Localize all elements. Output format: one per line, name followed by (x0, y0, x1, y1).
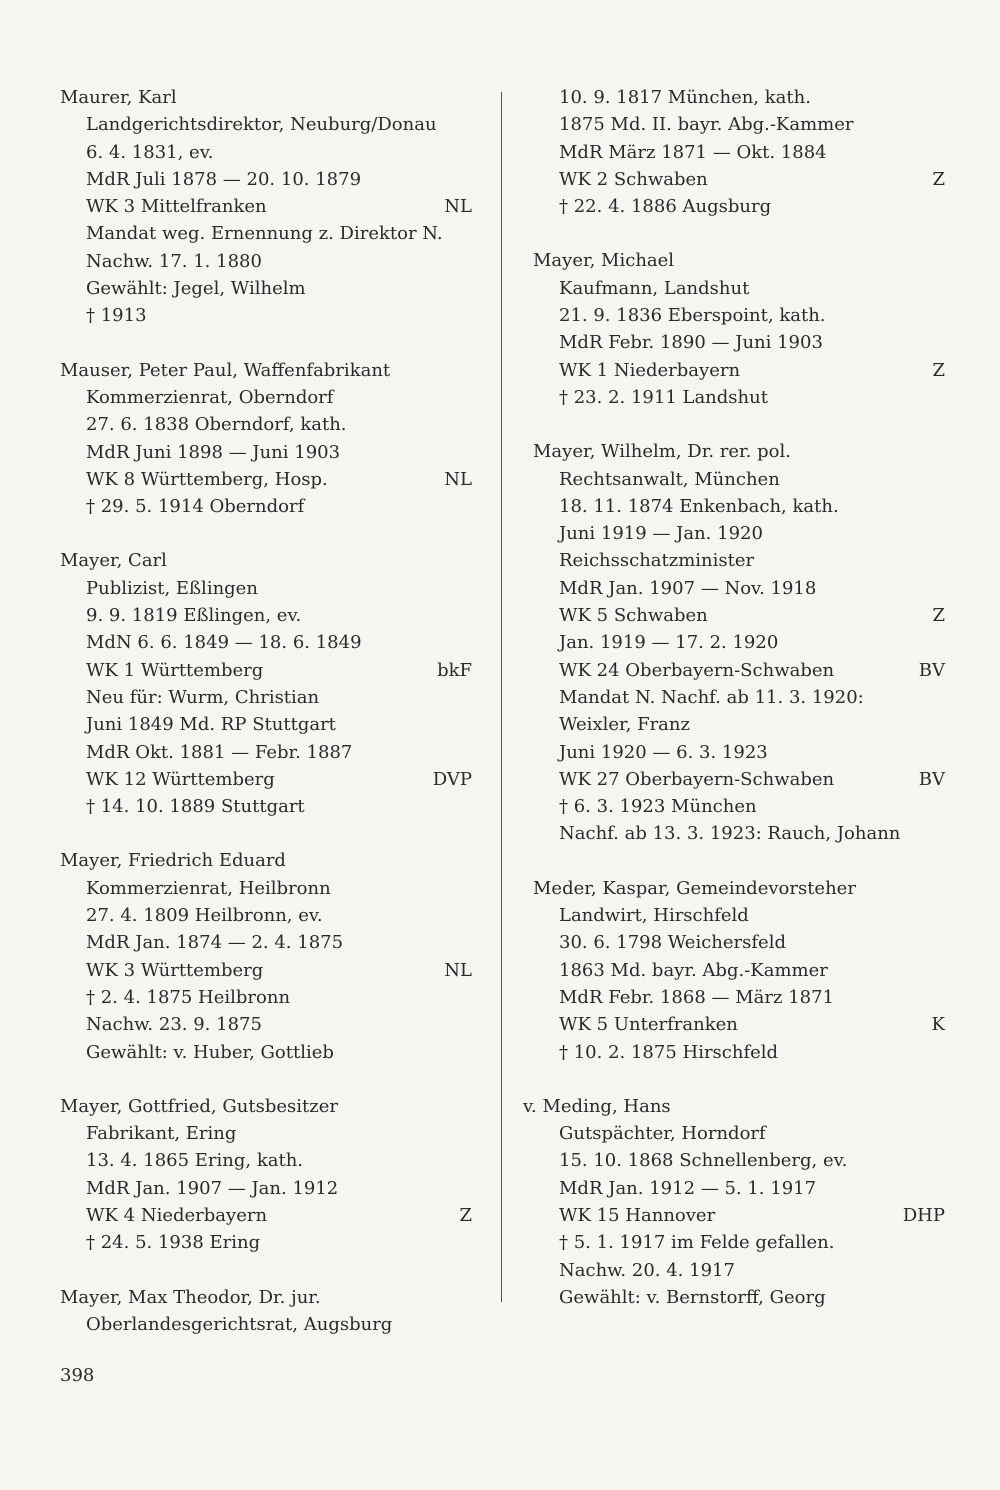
entry-line-text: WK 3 Mittelfranken (86, 196, 267, 218)
register-entry (533, 84, 945, 220)
entry-line-text: † 22. 4. 1886 Augsburg (559, 196, 772, 218)
entry-line (533, 575, 945, 602)
entry-line (60, 1011, 472, 1038)
entry-line-text: Kommerzienrat, Heilbronn (86, 877, 331, 899)
register-entry (60, 1093, 472, 1257)
entry-line (533, 602, 945, 629)
entry-line-text: Juni 1919 — Jan. 1920 (559, 523, 763, 545)
entry-line (533, 820, 945, 847)
entry-line (60, 739, 472, 766)
register-entry (60, 847, 472, 1065)
entry-line (533, 520, 945, 547)
entry-name: Meder, Kaspar, Gemeindevorsteher (533, 877, 856, 899)
left-column (60, 84, 472, 1365)
entry-line (60, 166, 472, 193)
entry-line-text: Juni 1920 — 6. 3. 1923 (559, 741, 768, 763)
entry-line (533, 739, 945, 766)
entry-line (60, 466, 472, 493)
entry-line (60, 711, 472, 738)
entry-line-text: MdR Okt. 1881 — Febr. 1887 (86, 741, 353, 763)
entry-name: Mayer, Michael (533, 250, 675, 272)
party-tag: K (931, 1014, 945, 1036)
entry-line (533, 793, 945, 820)
entry-line-text: Fabrikant, Ering (86, 1123, 237, 1145)
entry-line (60, 957, 472, 984)
entry-line-text: WK 4 Niederbayern (86, 1204, 268, 1226)
entry-line (60, 602, 472, 629)
entry-line-text: 6. 4. 1831, ev. (86, 141, 214, 163)
entry-line-text: WK 27 Oberbayern-Schwaben (559, 768, 835, 790)
entry-line-text: † 1913 (86, 305, 147, 327)
entry-line-text: Reichsschatzminister (559, 550, 755, 572)
entry-line-text: Juni 1849 Md. RP Stuttgart (86, 714, 336, 736)
entry-line-text: MdR Jan. 1907 — Jan. 1912 (86, 1177, 339, 1199)
entry-name: v. Meding, Hans (523, 1095, 671, 1117)
entry-line (60, 411, 472, 438)
entry-line (60, 902, 472, 929)
entry-line-text: MdR Jan. 1874 — 2. 4. 1875 (86, 932, 344, 954)
entry-line (533, 275, 945, 302)
party-tag: DVP (432, 768, 472, 790)
column-divider (501, 92, 502, 1302)
entry-line (60, 111, 472, 138)
entry-line-text: Neu für: Wurm, Christian (86, 686, 320, 708)
entry-line-text: WK 12 Württemberg (86, 768, 275, 790)
entry-line-text: Gewählt: v. Bernstorff, Georg (559, 1286, 826, 1308)
entry-line-text: WK 5 Unterfranken (559, 1014, 738, 1036)
entry-line-text: † 29. 5. 1914 Oberndorf (86, 496, 305, 518)
entry-line (533, 1011, 945, 1038)
entry-line (60, 1147, 472, 1174)
entry-line-text: Nachw. 23. 9. 1875 (86, 1014, 262, 1036)
entry-line (533, 493, 945, 520)
entry-line (533, 1039, 945, 1066)
entry-line-text: MdR Juli 1878 — 20. 10. 1879 (86, 168, 362, 190)
entry-line-text: 13. 4. 1865 Ering, kath. (86, 1150, 304, 1172)
party-tag: Z (932, 605, 945, 627)
entry-line-text: 27. 4. 1809 Heilbronn, ev. (86, 905, 323, 927)
entry-line-text: † 23. 2. 1911 Landshut (559, 386, 768, 408)
entry-line (60, 1202, 472, 1229)
entry-line-text: Mandat weg. Ernennung z. Direktor N. (86, 223, 443, 245)
entry-line-text: Nachw. 20. 4. 1917 (559, 1259, 735, 1281)
entry-line (60, 929, 472, 956)
page-number: 398 (60, 1365, 95, 1386)
entry-line-text: † 6. 3. 1923 München (559, 796, 757, 818)
entry-line-text: 30. 6. 1798 Weichersfeld (559, 932, 786, 954)
entry-line (60, 984, 472, 1011)
entry-name: Mayer, Wilhelm, Dr. rer. pol. (533, 441, 791, 463)
entry-line (533, 1175, 945, 1202)
entry-line (60, 1120, 472, 1147)
entry-line (533, 1257, 945, 1284)
entry-line-text: 10. 9. 1817 München, kath. (559, 87, 811, 108)
entry-line (533, 684, 945, 711)
entry-line-text: † 2. 4. 1875 Heilbronn (86, 986, 291, 1008)
entry-line (533, 139, 945, 166)
entry-line (60, 684, 472, 711)
register-entry (523, 1093, 945, 1311)
entry-line-text: WK 15 Hannover (559, 1204, 716, 1226)
entry-line (533, 766, 945, 793)
entry-line-text: Gewählt: Jegel, Wilhelm (86, 278, 306, 300)
register-entry (60, 1284, 472, 1339)
entry-line-text: WK 5 Schwaben (559, 605, 708, 627)
entry-name: Mayer, Carl (60, 550, 167, 572)
register-entry (60, 84, 472, 330)
party-tag: NL (444, 959, 472, 981)
entry-line-text: Kaufmann, Landshut (559, 277, 750, 299)
entry-line-text: MdR März 1871 — Okt. 1884 (559, 141, 827, 163)
entry-line-text: MdR Jan. 1912 — 5. 1. 1917 (559, 1177, 817, 1199)
entry-line (60, 439, 472, 466)
entry-line (533, 711, 945, 738)
entry-line-text: 15. 10. 1868 Schnellenberg, ev. (559, 1150, 848, 1172)
entry-line (533, 1120, 945, 1147)
entry-line (533, 1202, 945, 1229)
entry-line (60, 657, 472, 684)
register-entry (60, 547, 472, 820)
register-entry (533, 875, 945, 1066)
entry-line-text: MdR Juni 1898 — Juni 1903 (86, 441, 341, 463)
entry-line-text: Landgerichtsdirektor, Neuburg/Donau (86, 114, 437, 136)
entry-line (533, 957, 945, 984)
entry-line-text: † 24. 5. 1938 Ering (86, 1232, 261, 1254)
entry-line (60, 1229, 472, 1256)
entry-line (60, 139, 472, 166)
entry-line-text: 9. 9. 1819 Eßlingen, ev. (86, 605, 302, 627)
entry-name: Mayer, Gottfried, Gutsbesitzer (60, 1095, 338, 1117)
party-tag: DHP (902, 1204, 945, 1226)
party-tag: BV (918, 768, 945, 790)
register-entry (533, 438, 945, 847)
register-entry (60, 357, 472, 521)
entry-line (533, 1284, 945, 1311)
entry-line (60, 875, 472, 902)
entry-line (60, 766, 472, 793)
entry-name: Mayer, Friedrich Eduard (60, 850, 286, 872)
entry-line (533, 547, 945, 574)
entry-line-text: WK 1 Württemberg (86, 659, 264, 681)
entry-line-text: Landwirt, Hirschfeld (559, 905, 749, 927)
entry-line (533, 657, 945, 684)
entry-line (60, 1039, 472, 1066)
entry-line (60, 1311, 472, 1338)
entry-line-text: 1863 Md. bayr. Abg.-Kammer (559, 959, 828, 981)
entry-line-text: Nachf. ab 13. 3. 1923: Rauch, Johann (559, 823, 901, 845)
entry-line-text: † 5. 1. 1917 im Felde gefallen. (559, 1232, 835, 1254)
entry-line-text: Gewählt: v. Huber, Gottlieb (86, 1041, 334, 1063)
party-tag: bkF (437, 659, 472, 681)
entry-line (60, 193, 472, 220)
entry-line (533, 466, 945, 493)
entry-line-text: 18. 11. 1874 Enkenbach, kath. (559, 495, 839, 517)
entry-line-text: 21. 9. 1836 Eberspoint, kath. (559, 305, 826, 327)
entry-line-text: WK 1 Niederbayern (559, 359, 741, 381)
entry-line (60, 248, 472, 275)
entry-line-text: MdR Febr. 1890 — Juni 1903 (559, 332, 823, 354)
entry-line-text: Jan. 1919 — 17. 2. 1920 (559, 632, 779, 654)
entry-line-text: Weixler, Franz (559, 714, 690, 736)
entry-line (533, 84, 945, 111)
entry-line-text: Publizist, Eßlingen (86, 577, 258, 599)
party-tag: NL (444, 196, 472, 218)
entry-line-text: MdR Jan. 1907 — Nov. 1918 (559, 577, 817, 599)
entry-line (533, 329, 945, 356)
entry-name: Mayer, Max Theodor, Dr. jur. (60, 1286, 321, 1308)
entry-line (60, 629, 472, 656)
entry-line (533, 193, 945, 220)
entry-line-text: Rechtsanwalt, München (559, 468, 780, 490)
entry-line (60, 275, 472, 302)
right-column (523, 84, 945, 1338)
entry-line (533, 166, 945, 193)
entry-line (533, 929, 945, 956)
entry-line-text: Nachw. 17. 1. 1880 (86, 250, 262, 272)
entry-line (533, 111, 945, 138)
entry-line-text: Mandat N. Nachf. ab 11. 3. 1920: (559, 686, 864, 708)
entry-line (533, 1147, 945, 1174)
entry-line (533, 629, 945, 656)
entry-line (533, 357, 945, 384)
entry-line (60, 1175, 472, 1202)
party-tag: Z (459, 1204, 472, 1226)
entry-line-text: WK 2 Schwaben (559, 168, 708, 190)
party-tag: Z (932, 168, 945, 190)
register-entry (533, 247, 945, 411)
entry-line (533, 984, 945, 1011)
entry-name: Mauser, Peter Paul, Waffenfabrikant (60, 359, 391, 381)
entry-line-text: 1875 Md. II. bayr. Abg.-Kammer (559, 114, 854, 136)
entry-line-text: Gutspächter, Horndorf (559, 1123, 766, 1145)
entry-line (60, 493, 472, 520)
entry-line-text: WK 24 Oberbayern-Schwaben (559, 659, 835, 681)
entry-line-text: 27. 6. 1838 Oberndorf, kath. (86, 414, 347, 436)
entry-line-text: WK 3 Württemberg (86, 959, 264, 981)
entry-name: Maurer, Karl (60, 87, 177, 108)
party-tag: NL (444, 468, 472, 490)
entry-line (533, 1229, 945, 1256)
entry-line-text: Oberlandesgerichtsrat, Augsburg (86, 1313, 393, 1335)
entry-line-text: † 14. 10. 1889 Stuttgart (86, 796, 305, 818)
entry-line-text: † 10. 2. 1875 Hirschfeld (559, 1041, 779, 1063)
entry-line (533, 902, 945, 929)
entry-line (60, 793, 472, 820)
entry-line (533, 302, 945, 329)
entry-line-text: Kommerzienrat, Oberndorf (86, 386, 334, 408)
entry-line (60, 575, 472, 602)
entry-line (60, 302, 472, 329)
entry-line (60, 384, 472, 411)
entry-line (533, 384, 945, 411)
entry-line-text: MdR Febr. 1868 — März 1871 (559, 986, 835, 1008)
party-tag: Z (932, 359, 945, 381)
entry-line-text: MdN 6. 6. 1849 — 18. 6. 1849 (86, 632, 362, 654)
party-tag: BV (918, 659, 945, 681)
entry-line-text: WK 8 Württemberg, Hosp. (86, 468, 328, 490)
entry-line (60, 220, 472, 247)
